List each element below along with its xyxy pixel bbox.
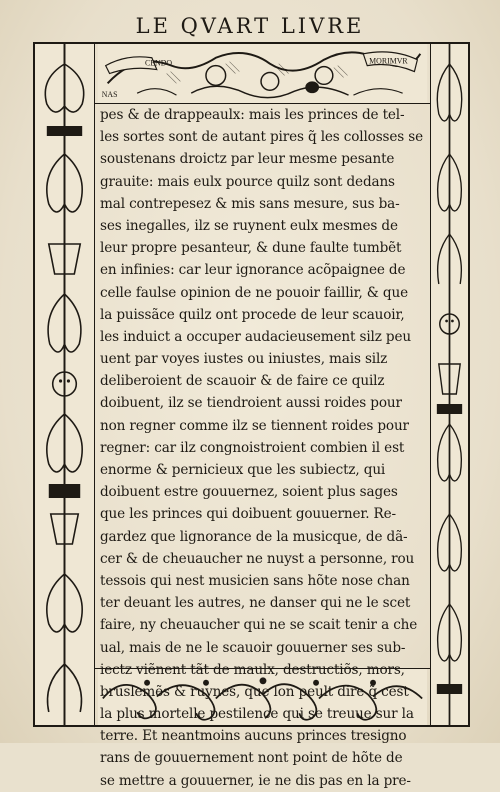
text-line: se mettre a gouuerner, ie ne dis pas en la pre- [100, 772, 411, 789]
text-line: uent par voyes iustes ou iniustes, mais silz [100, 351, 388, 368]
text-line: doibuent estre gouuernez, soient plus sages [100, 484, 398, 501]
candelabra-woodcut-right [431, 44, 468, 725]
text-line: leur propre pesanteur, & dune faulte tumbẽt [100, 240, 402, 257]
text-line: regner: car ilz congnoistroient combien il est [100, 439, 405, 456]
text-line: la plus mortelle pestilence qui se treuue sur la [100, 706, 414, 723]
text-line: doibuent, ilz se tiendroient aussi roides pour [100, 395, 402, 412]
text-line: celle faulse opinion de ne pouoir faillir, & que [100, 284, 408, 301]
text-line: pes & de drappeaulx: mais les princes de tel- [100, 107, 405, 123]
text-line: cer & de cheuaucher ne nuyst a personne, rou [100, 550, 415, 567]
banner-text-left: CENDO [144, 58, 173, 68]
text-line: faire, ny cheuaucher qui ne se scait tenir a che [100, 617, 418, 634]
text-line: que les princes qui doibuent gouuerner. Re- [100, 506, 396, 523]
text-line: grauite: mais eulx pource quilz sont dedans [100, 173, 395, 190]
left-ornament-column [35, 44, 95, 725]
text-line: les induict a occuper audacieusement silz peu [100, 328, 411, 345]
text-line: ual, mais de ne le scauoir gouuerner ses sub- [100, 639, 406, 656]
text-line: la puissãce quilz ont procede de leur scauoir, [100, 306, 405, 323]
text-line: ter deuant les autres, ne danser qui ne le scet [100, 595, 411, 612]
top-ornament-panel [95, 44, 430, 104]
banner-text-right: MORIMVR [369, 56, 408, 66]
text-line: ses inegalles, ilz se ruynent eulx mesmes de [100, 217, 398, 234]
text-line: mal contrepesez & mis sans mesure, sus ba- [100, 195, 400, 212]
text-line: soustenans droictz par leur mesme pesante [100, 151, 395, 168]
right-ornament-column [430, 44, 468, 725]
putti-banner-woodcut [95, 44, 430, 103]
text-line: gardez que lignorance de la musicque, de dã- [100, 528, 408, 545]
text-line: les sortes sont de autant pires q̃ les collosses se [100, 129, 423, 146]
text-line: non regner comme ilz se tiennent roides pour [100, 417, 409, 434]
text-line: bruslemẽs & ruynes, que lon peult dire q̃ cest [100, 683, 409, 700]
text-line: tessois qui nest musicien sans hõte nose chan [100, 572, 410, 589]
text-line: rans de gouuernement nont point de hõte de [100, 750, 403, 767]
running-title: LE QVART LIVRE [135, 14, 365, 38]
banner-text-lower: NAS [101, 90, 118, 100]
text-line: iectz viẽnent tãt de maulx, destructiõs, mors, [100, 661, 405, 678]
text-line: terre. Et neantmoins aucuns princes tresigno [100, 728, 407, 745]
text-line: deliberoient de scauoir & de faire ce quilz [100, 373, 385, 390]
text-line: enorme & pernicieux que les subiectz, qui [100, 462, 386, 478]
candelabra-woodcut-left [35, 44, 94, 725]
text-line: en infinies: car leur ignorance acõpaignee de [100, 262, 406, 279]
body-text [100, 104, 426, 792]
